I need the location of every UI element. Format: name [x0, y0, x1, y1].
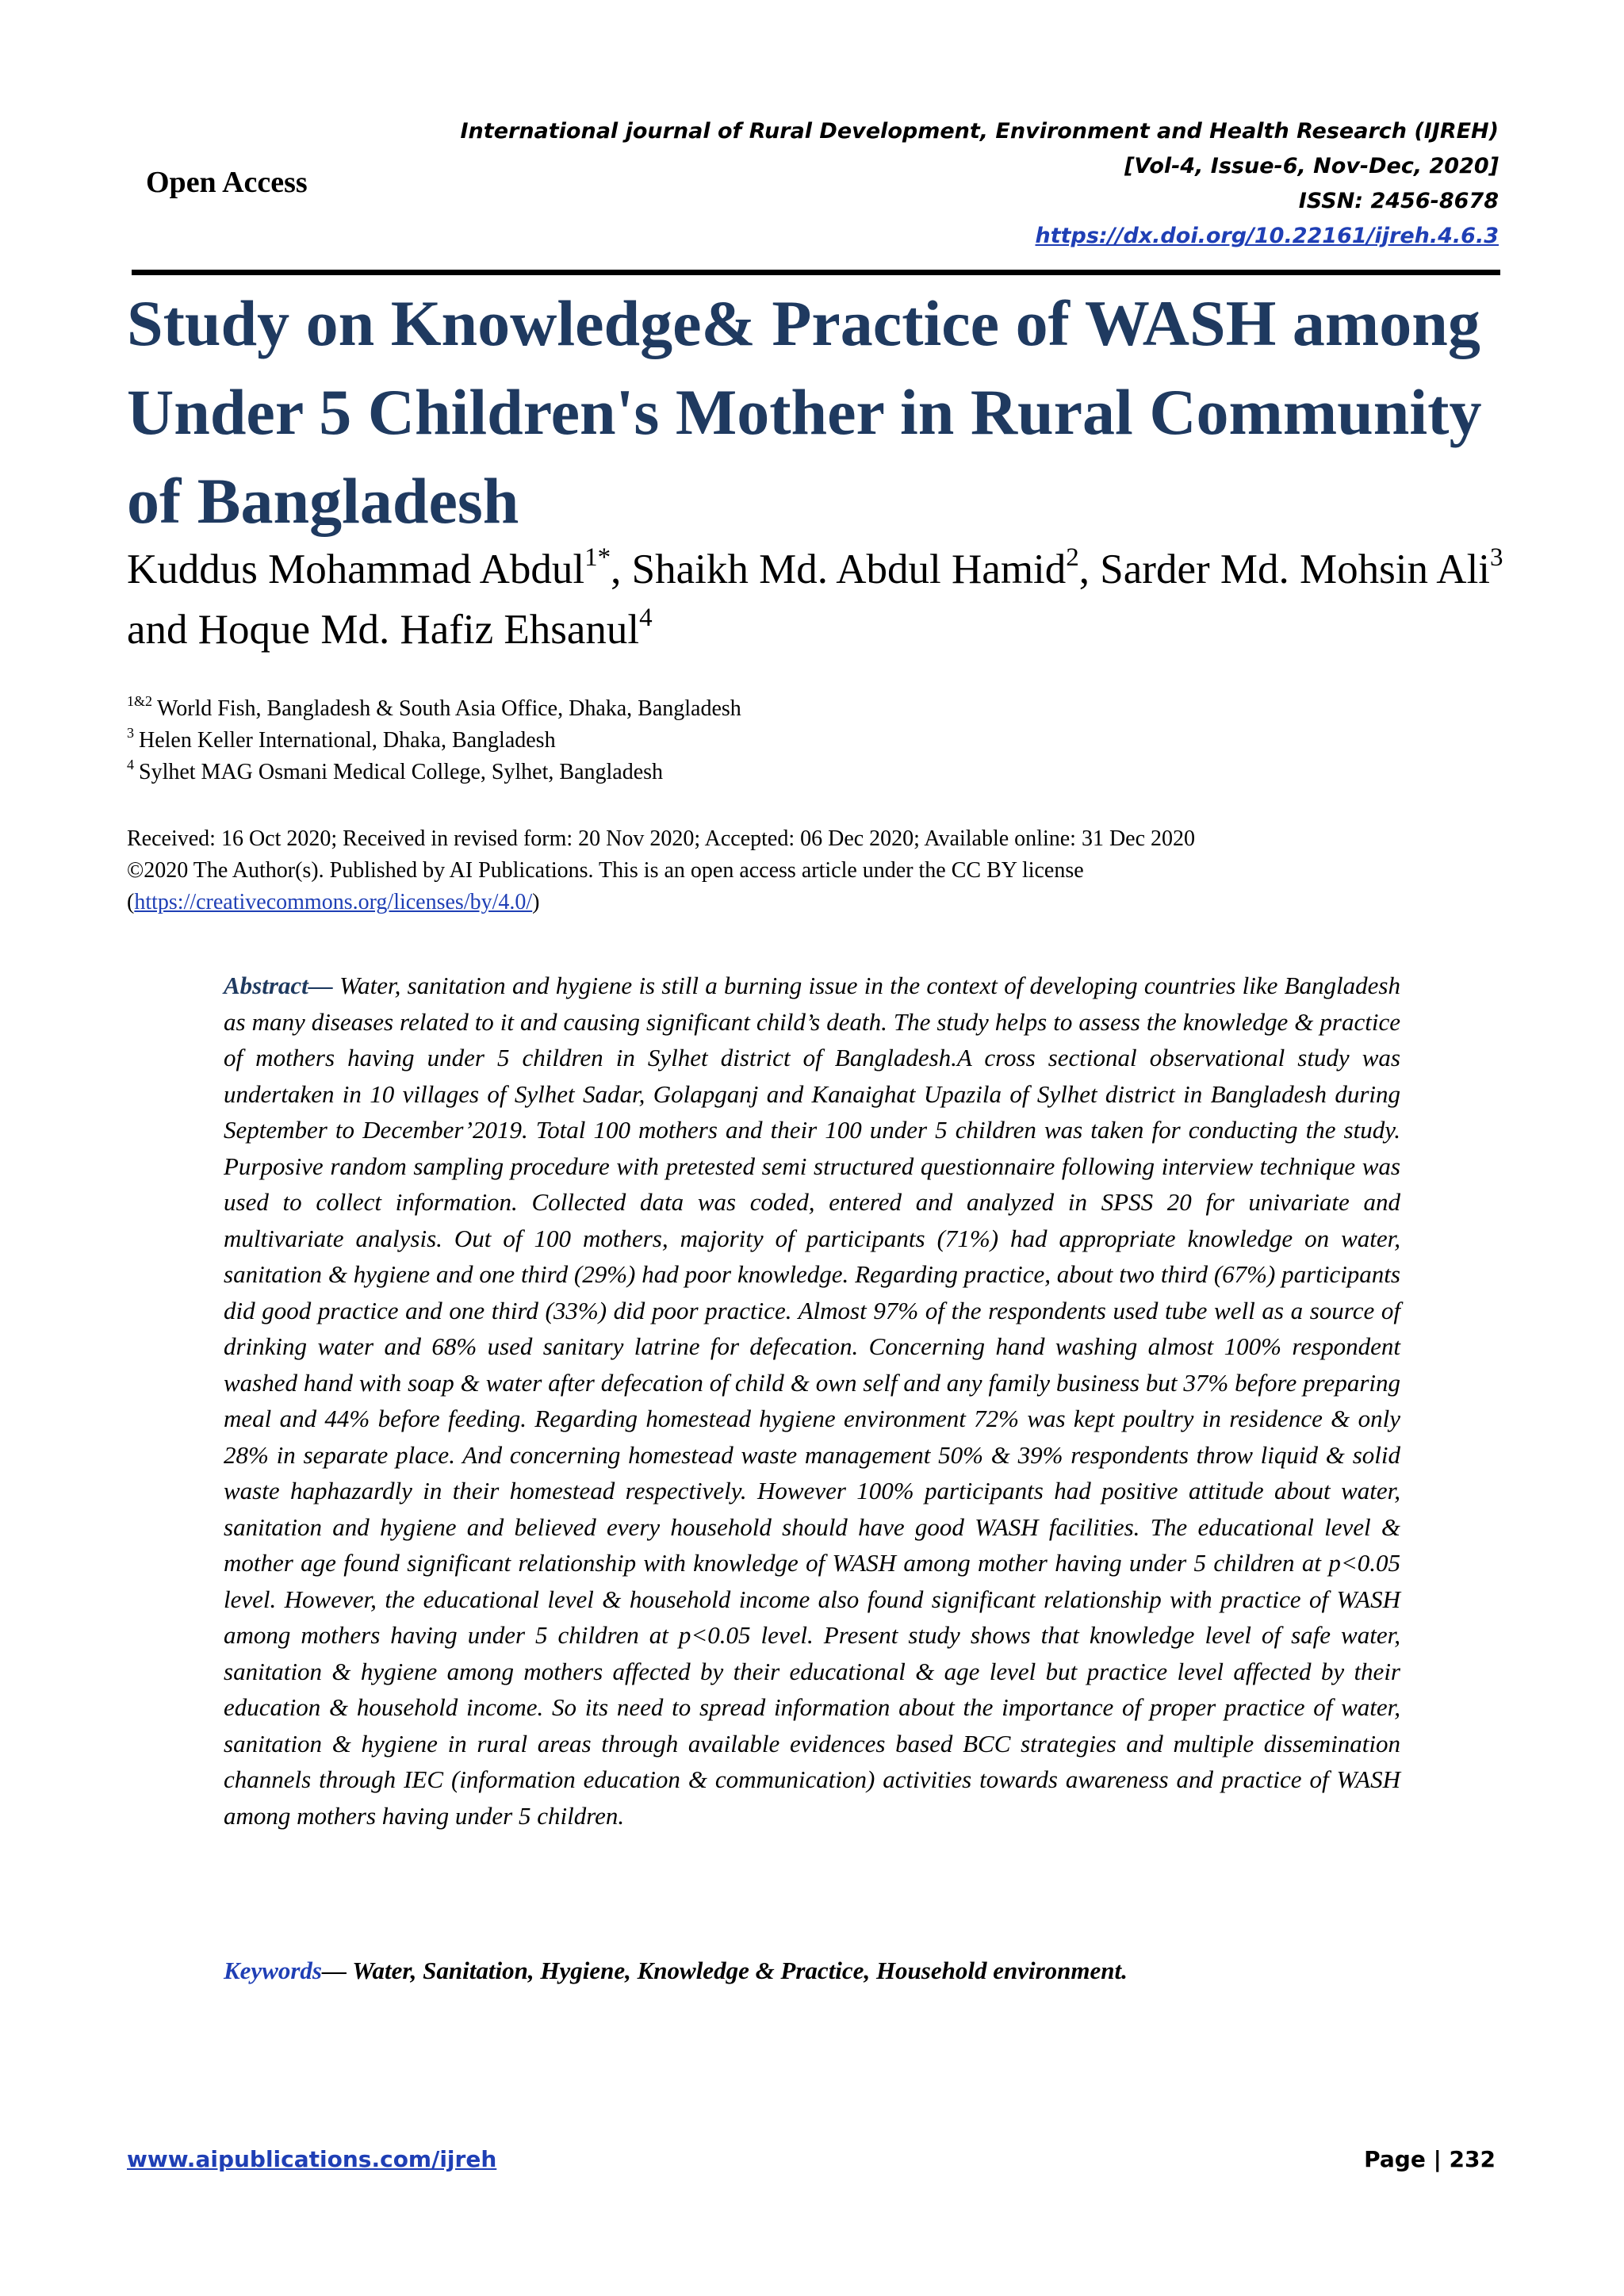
- author-affiliation-mark: 1*: [584, 543, 611, 572]
- affiliation-text: Sylhet MAG Osmani Medical College, Sylhet, Bangladesh: [139, 760, 664, 784]
- keywords-label: Keywords: [224, 1957, 322, 1984]
- abstract: [224, 968, 1400, 1834]
- paper-title: Study on Knowledge& Practice of WASH among Under 5 Children's Mother in Rural Community of Bangladesh: [127, 287, 1482, 537]
- affiliation-item: [127, 693, 741, 725]
- affiliation-mark: 4: [127, 757, 134, 772]
- journal-issn: ISSN: 2456-8678: [1298, 189, 1499, 213]
- affiliation-list: [127, 693, 741, 788]
- header-divider: [132, 270, 1500, 275]
- author-affiliation-mark: 2: [1066, 543, 1079, 572]
- keywords-text: — Water, Sanitation, Hygiene, Knowledge & Practice, Household environment.: [322, 1957, 1128, 1984]
- abstract-text: Water, sanitation and hygiene is still a burning issue in the context of developing countries like Bangladesh as many diseases related to it and causing significant child’s death. The study helps to assess the knowledge & practice of mothers having under 5 children in Sylhet district of Bangladesh.A cross sectional observational study was undertaken in 10 villages of Sylhet Sadar, Golapganj and Kanaighat Upazila of Sylhet district in Bangladesh during September to December’2019. Total 100 mothers and their 100 under 5 children was taken for conducting the study. Purposive random sampling procedure with pretested semi structured questionnaire following interview technique was used to collect information. Collected data was coded, entered and analyzed in SPSS 20 for univariate and multivariate analysis. Out of 100 mothers, majority of participants (71%) had appropriate knowledge on water, sanitation & hygiene and one third (29%) had poor knowledge. Regarding practice, about two third (67%) participants did good practice and one third (33%) did poor practice. Almost 97% of the respondents used tube well as a source of drinking water and 68% used sanitary latrine for defecation. Concerning hand washing almost 100% respondent washed hand with soap & water after defecation of child & own self and any family business but 37% before preparing meal and 44% before feeding. Regarding homestead hygiene environment 72% was kept poultry in residence & only 28% in separate place. And concerning homestead waste management 50% & 39% respondents throw liquid & solid waste haphazardly in their homestead respectively. However 100% participants had positive attitude about water, sanitation and hygiene and believed every household should have good WASH facilities. The educational level & mother age found significant relationship with knowledge of WASH among mother having under 5 children at p<0.05 level. However, the educational level & household income also found significant relationship with practice of WASH among mothers having under 5 children at p<0.05 level. Present study shows that knowledge level of safe water, sanitation & hygiene among mothers affected by their educational & age level but practice level affected by their education & household income. So its need to spread information about the importance of proper practice of water, sanitation & hygiene in rural areas through available evidences based BCC strategies and multiple dissemination channels through IEC (information education & communication) activities towards awareness and practice of WASH among mothers having under 5 children.: [224, 972, 1400, 1830]
- author-name: Hoque Md. Hafiz Ehsanul: [197, 607, 640, 653]
- author-name: Shaikh Md. Abdul Hamid: [631, 546, 1067, 592]
- journal-name: International journal of Rural Development, Environment and Health Research (IJREH): [460, 119, 1499, 144]
- affiliation-text: World Fish, Bangladesh & South Asia Office, Dhaka, Bangladesh: [157, 696, 741, 721]
- journal-volume: [Vol-4, Issue-6, Nov-Dec, 2020]: [1124, 154, 1499, 178]
- page-number: Page | 232: [1364, 2146, 1496, 2172]
- author-separator: and: [127, 607, 198, 653]
- author-affiliation-mark: 4: [639, 604, 653, 632]
- author-list: [127, 539, 1522, 660]
- doi-link[interactable]: https://dx.doi.org/10.22161/ijreh.4.6.3: [1035, 224, 1499, 248]
- affiliation-mark: 3: [127, 725, 134, 741]
- author-separator: ,: [1078, 546, 1101, 592]
- affiliation-item: [127, 757, 741, 788]
- footer-journal-link[interactable]: www.aipublications.com/ijreh: [127, 2146, 497, 2172]
- affiliation-mark: 1&2: [127, 693, 153, 709]
- publication-dates: Received: 16 Oct 2020; Received in revised form: 20 Nov 2020; Accepted: 06 Dec 2020; Available online: 31 Dec 2020: [127, 826, 1196, 851]
- keywords: [224, 1953, 1400, 1988]
- affiliation-item: [127, 725, 741, 757]
- license-link[interactable]: https://creativecommons.org/licenses/by/4.0/: [134, 890, 533, 914]
- open-access-label: Open Access: [146, 166, 308, 199]
- affiliation-text: Helen Keller International, Dhaka, Bangladesh: [139, 728, 556, 753]
- journal-header: [461, 114, 1499, 254]
- author-name: Kuddus Mohammad Abdul: [127, 546, 585, 592]
- author-name: Sarder Md. Mohsin Ali: [1100, 546, 1491, 592]
- author-separator: ,: [611, 546, 632, 592]
- abstract-label: Abstract—: [224, 972, 333, 999]
- copyright-notice: ©2020 The Author(s). Published by AI Publications. This is an open access article under the CC BY license: [127, 858, 1084, 883]
- author-affiliation-mark: 3: [1490, 543, 1503, 572]
- license-line: (https://creativecommons.org/licenses/by/4.0/): [127, 890, 540, 914]
- publication-info: [127, 823, 1522, 918]
